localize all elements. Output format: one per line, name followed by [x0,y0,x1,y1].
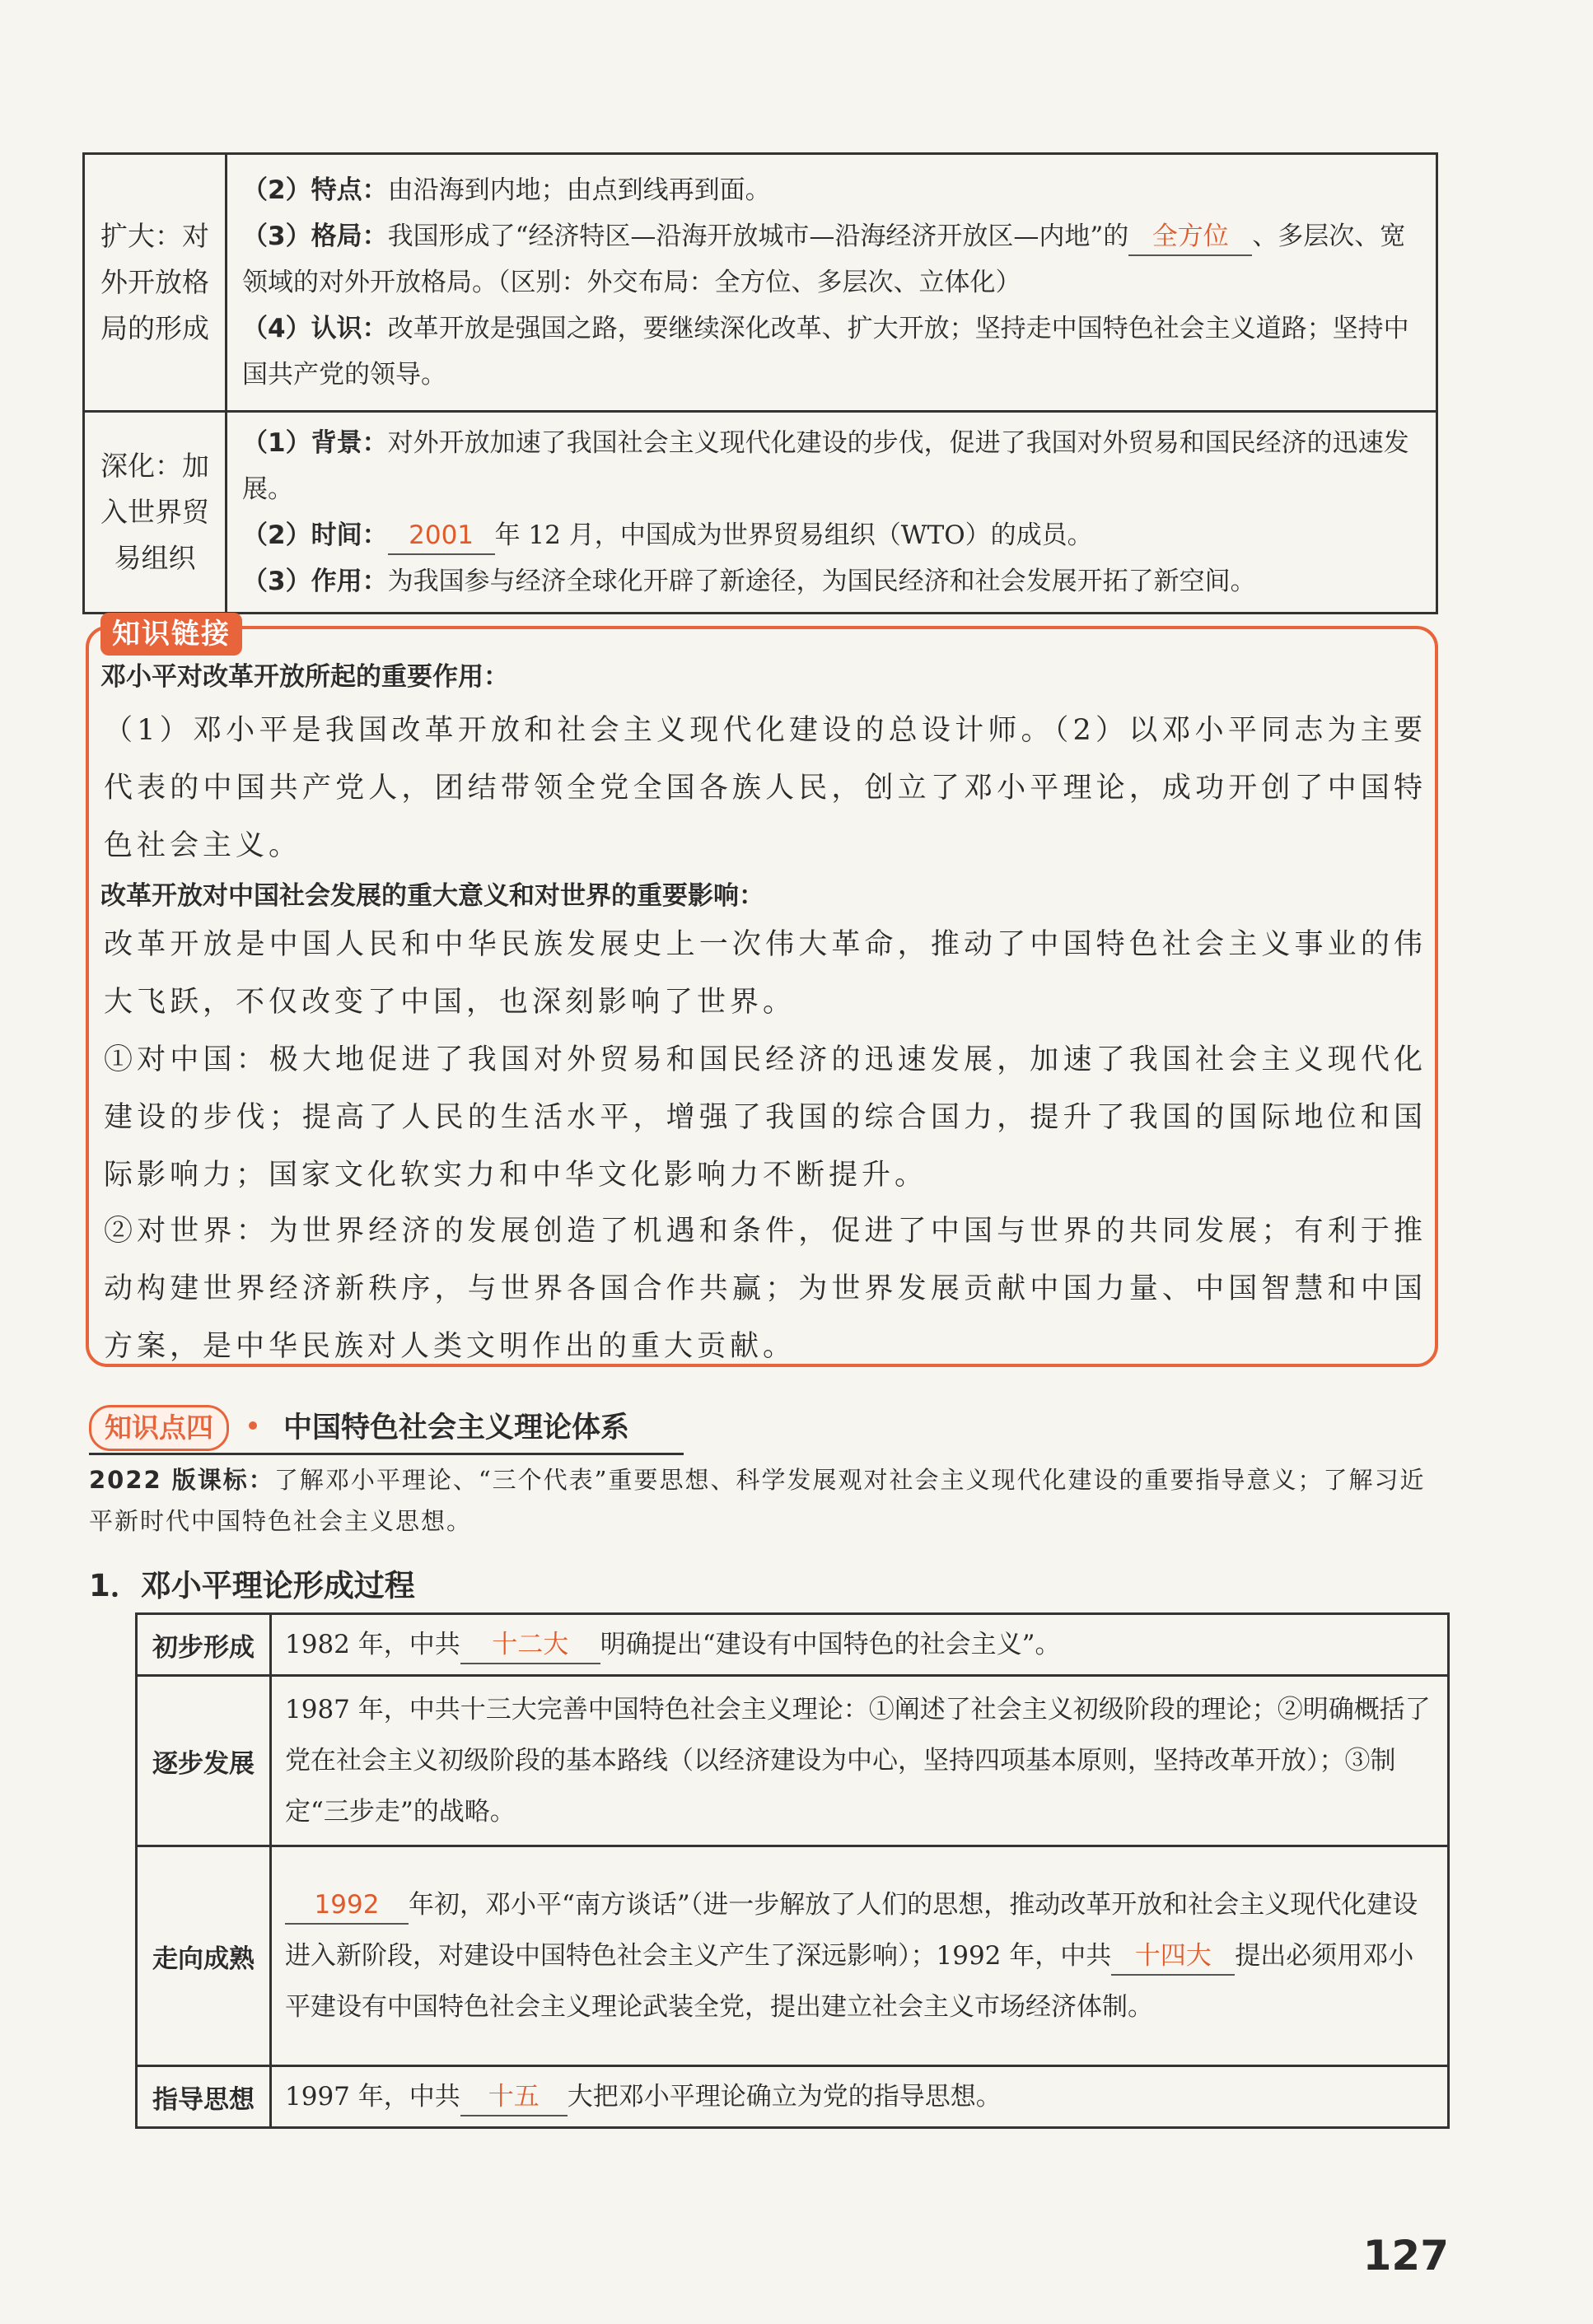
row-head: 走向成熟 [137,1846,271,2066]
answer-blank: 十五 [460,2079,568,2116]
link-heading: 改革开放对中国社会发展的重大意义和对世界的重要影响： [100,881,764,911]
bullet-dot-icon [249,1421,257,1430]
row-head: 初步形成 [137,1614,271,1676]
section-tag: 知识点四 [89,1405,229,1451]
row-content [227,412,1437,614]
row-head: 逐步发展 [137,1676,271,1846]
section-title: 中国特色社会主义理论体系 [283,1412,630,1444]
row-content [227,154,1437,412]
table-row [137,1846,1449,2066]
knowledge-link-tag: 知识链接 [100,613,242,656]
link-paragraph: （1）邓小平是我国改革开放和社会主义现代化建设的总设计师。（2）以邓小平同志为主要代表的中国共产党人，团结带领全党全国各族人民，创立了邓小平理论，成功开创了中国特色社会主义。 [104,714,1427,862]
text-line: （3）作用：为我国参与经济全球化开辟了新途径，为国民经济和社会发展开拓了新空间。 [242,567,1256,596]
link-paragraph: ①对中国：极大地促进了我国对外贸易和国民经济的迅速发展，加速了我国社会主义现代化建设的步伐；提高了人民的生活水平，增强了我国的综合国力，提升了我国的国际地位和国际影响力；国家文化软实力和中华文化影响力不断提升。 [104,1043,1427,1192]
row-head: 指导思想 [137,2066,271,2128]
answer-blank: 2001 [388,517,495,555]
text-line: （3）格局：我国形成了“经济特区—沿海开放城市—沿海经济开放区—内地”的 全方位 、多层次、宽领域的对外开放格局。（区别：外交布局：全方位、多层次、立体化） [242,213,1424,306]
link-paragraph: ②对世界：为世界经济的发展创造了机遇和条件，促进了中国与世界的共同发展；有利于推动构建世界经济新秩序，与世界各国合作共赢；为世界发展贡献中国力量、中国智慧和中国方案，是中华民族对人类文明作出的重大贡献。 [104,1215,1427,1363]
row-content: 1987 年，中共十三大完善中国特色社会主义理论：①阐述了社会主义初级阶段的理论；②明确概括了党在社会主义初级阶段的基本路线（以经济建设为中心，坚持四项基本原则，坚持改革开放）；③制定“三步走”的战略。 [271,1676,1449,1846]
text-line: （2）时间： 2001 年 12 月，中国成为世界贸易组织（WTO）的成员。 [242,512,1424,558]
row-content: 1992 年初，邓小平“南方谈话”（进一步解放了人们的思想，推动改革开放和社会主义现代化建设进入新阶段，对建设中国特色社会主义产生了深远影响）；1992 年，中共 十四大 提出必须用邓小平建设有中国特色社会主义理论武装全党，提出建立社会主义市场经济体制。 [271,1846,1449,2066]
link-heading: 邓小平对改革开放所起的重要作用： [100,662,509,692]
table-row [137,1676,1449,1846]
row-content: 1997 年，中共 十五 大把邓小平理论确立为党的指导思想。 [271,2066,1449,2128]
table-row [137,2066,1449,2128]
text-line: （1）背景：对外开放加速了我国社会主义现代化建设的步伐，促进了我国对外贸易和国民经济的迅速发展。 [242,428,1409,504]
subheading: 1．邓小平理论形成过程 [89,1568,415,1603]
text-line: （4）认识：改革开放是强国之路，要继续深化改革、扩大开放；坚持走中国特色社会主义道路；坚持中国共产党的领导。 [242,314,1409,390]
table-row [84,412,1437,614]
answer-blank: 1992 [285,1887,409,1925]
row-content: 1982 年，中共 十二大 明确提出“建设有中国特色的社会主义”。 [271,1614,1449,1676]
deng-theory-formation-table [135,1612,1450,2129]
text-line: （2）特点：由沿海到内地；由点到线再到面。 [242,175,771,205]
row-head: 深化：加入世界贸易组织 [84,412,227,614]
row-head: 扩大：对外开放格局的形成 [84,154,227,412]
section-underline [89,1453,684,1455]
curriculum-standard: 2022 版课标：了解邓小平理论、“三个代表”重要思想、科学发展观对社会主义现代化建设的重要指导意义；了解习近平新时代中国特色社会主义思想。 [89,1466,1426,1535]
answer-blank: 十四大 [1111,1938,1235,1976]
table-row [84,154,1437,412]
expansion-deepening-table [82,152,1438,614]
link-paragraph: 改革开放是中国人民和中华民族发展史上一次伟大革命，推动了中国特色社会主义事业的伟大飞跃，不仅改变了中国，也深刻影响了世界。 [104,928,1427,1019]
answer-blank: 全方位 [1128,218,1252,256]
page-number: 127 [1362,2232,1449,2280]
table-row [137,1614,1449,1676]
answer-blank: 十二大 [460,1626,600,1664]
